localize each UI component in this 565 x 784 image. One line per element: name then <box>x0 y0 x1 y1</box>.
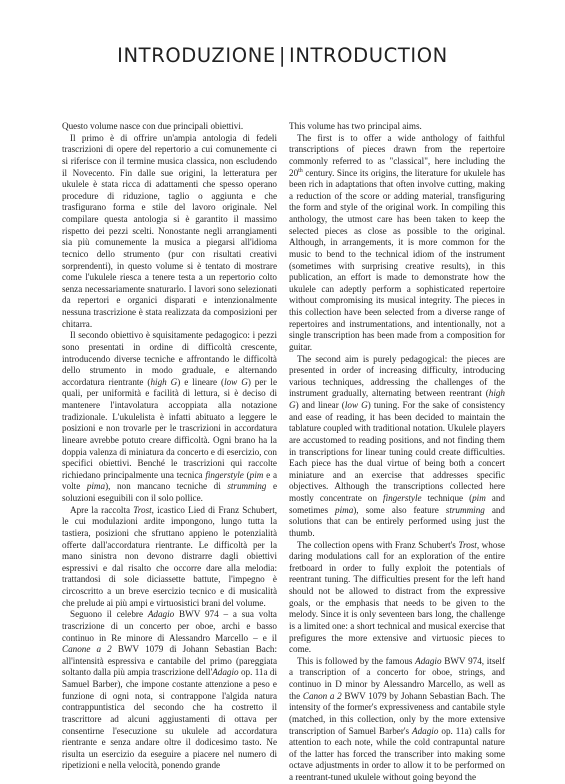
italian-paragraph: Seguono il celebre Adagio BWV 974 – a sua volta trascrizione di un concerto per oboe, archi e basso continuo in Re minore di Alessandro Marcello – e il Canone a 2 BWV 1079 di Johann Sebastian Bach: all'intensità espressiva e cantabile del primo (pareggiata soltanto dalla più ampia trascrizione dell'Adagio op. 11a di Samuel Barber), che impone costante attenzione a peso e funzione di ogni nota, si contrappone l'algida natura contrappuntistica del secondo che ha costretto il trascrittore ad alcuni aggiustamenti di ottava per consentirne l'esecuzione su ukulele ad accordatura rientrante e senza andare oltre il dodicesimo tasto. Ne risulta un esercizio da eseguire a piacere nel numero di ripetizioni e nella velocità, ponendo grande <box>62 609 277 771</box>
title-english: INTRODUCTION <box>288 44 448 67</box>
english-paragraph: This is followed by the famous Adagio BWV 974, itself a transcription of a concerto for oboe, strings, and continuo in D minor by Alessandro Marcello, as well as the Canon a 2 BWV 1079 by Johann Sebastian Bach. The intensity of the former's expressiveness and cantabile style (matched, in this collection, only by the more extensive transcription of Samuel Barber's Adagio op. 11a) calls for attention to each note, while the cold contrapuntal nature of the latter has forced the transcriber into making some octave adjustments in order to allow it to be performed on a reentrant-tuned ukulele without going beyond the <box>289 655 506 782</box>
english-paragraph: This volume has two principal aims. <box>289 121 422 131</box>
english-paragraph: The collection opens with Franz Schubert's Trost, whose daring modulations call for an exploration of the entire fretboard in order to fully exploit the potentials of reentrant tuning. The difficulties present for the left hand should not be allowed to distract from the expressive goals, or the emphasis that needs to be given to the melody. Since it is only seventeen bars long, the challenge is a limited one: a short technical and musical exercise that prefigures the more extensive and virtuosic pieces to come. <box>289 539 505 655</box>
english-paragraph: The first is to offer a wide anthology of faithful transcriptions of pieces drawn from the repertoire commonly referred to as "classical", here including the 20th century. Since its origins, the literature for ukulele has been rich in adaptations that often involve cutting, making a reduction of the score or adding material, transfiguring the form and style of the original work. In compiling this anthology, the utmost care has been taken to keep the selected pieces as close as possible to the original. Although, in arrangements, it is more common for the music to bend to the technical idiom of the instrument (sometimes with surprising creative results), in this publication, an effort is made to demonstrate how the ukulele can adeptly perform a sophisticated repertoire without compromising its musical integrity. The pieces in this collection have been selected from a diverse range of repertoires and instrumentations, and intentionally, not a single transcription has been made from a composition for guitar. <box>289 132 505 352</box>
title-italian: INTRODUZIONE <box>117 44 276 67</box>
page-title <box>0 44 565 67</box>
title-separator: | <box>278 44 286 67</box>
italian-paragraph: Il secondo obiettivo è squisitamente pedagogico: i pezzi sono presentati in ordine di difficoltà crescente, introducendo diverse tecniche e affrontando le difficoltà dello strumento in modo graduale, e alternando accordatura rientrante (high G) e lineare (low G) per le quali, per uniformità e facilità di lettura, si è deciso di mantenere l'intavolatura accoppiata alla notazione tradizionale. L'ukulelista è infatti abituato a leggere le posizioni e non trovarle per le trascrizioni in accordatura lineare avrebbe potuto creare difficoltà. Ogni brano ha la doppia valenza di miniatura da concerto e di esercizio, con specifici obiettivi. Benché le trascrizioni qui raccolte richiedano principalmente una tecnica fingerstyle (pim e a volte pima), non mancano tecniche di strumming e soluzioni eseguibili con il solo pollice. <box>62 330 278 503</box>
english-paragraph: The second aim is purely pedagogical: the pieces are presented in order of increasing difficulty, introducing various techniques, addressing the challenges of the instrument gradually, alternating between reentrant (high G) and linear (low G) tuning. For the sake of consistency and ease of reading, it has been decided to maintain the tablature coupled with traditional notation. Ukulele players are accustomed to reading positions, and not finding them in transcriptions for linear tuning could create difficulties. Each piece has the dual virtue of being both a concert miniature and an exercise that addresses specific objectives. Although the transcriptions collected here mostly concentrate on fingerstyle technique (pim and sometimes pima), some also feature strumming and solutions that can be entirely performed using just the thumb. <box>289 353 505 538</box>
italian-paragraph: Apre la raccolta Trost, icastico Lied di Franz Schubert, le cui modulazioni ardite impongono, lungo tutta la tastiera, posizioni che sfruttano appieno le potenzialità offerte dall'accordatura rientrante. Le difficoltà per la mano sinistra non devono distrarre dagli obiettivi espressivi e dal risalto che occorre dare alla melodia: trattandosi di sole diciassette battute, l'impegno è circoscritto a un breve esercizio tecnico e di musicalità che prelude ai più ampi e virtuosistici brani del volume. <box>62 504 278 608</box>
italian-column <box>62 121 277 772</box>
italian-paragraph: Questo volume nasce con due principali obiettivi. <box>62 121 244 131</box>
italian-paragraph: Il primo è di offrire un'ampia antologia di fedeli trascrizioni di opere del repertorio a cui comunemente ci si riferisce con il termine musica classica, non escludendo il Novecento. Fin dalle sue origini, la letteratura per ukulele è stata ricca di adattamenti che spesso operano procedure di riduzione, taglio o aggiunta e che trasfigurano forma e stile del lavoro originale. Nel compilare questa antologia si è garantito il massimo rispetto dei pezzi scelti. Nonostante negli arrangiamenti sia più comunemente la musica a piegarsi all'idioma tecnico dello strumento (pur con risultati creativi sorprendenti), in questo volume si è tentato di mostrare come l'ukulele riesca a tenere testa a un repertorio colto senza necessariamente snaturarlo. I lavori sono selezionati da repertori e organici disparati e intenzionalmente nessuna trascrizione è stata realizzata da composizioni per chitarra. <box>62 132 277 329</box>
english-column <box>289 121 505 784</box>
